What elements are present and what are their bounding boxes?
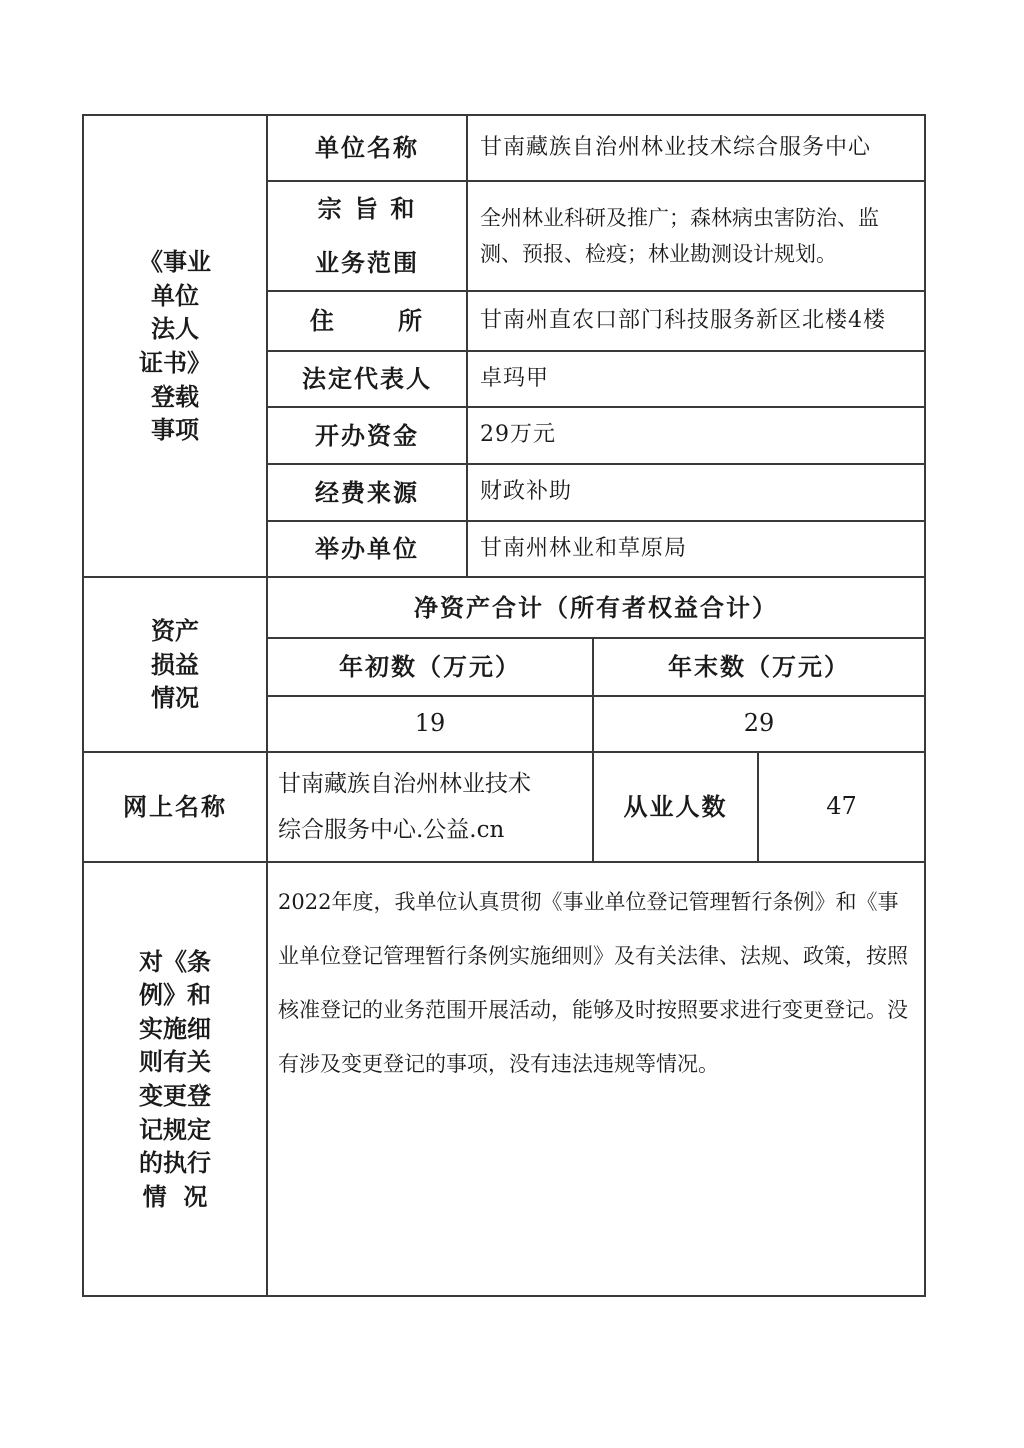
funding-value: 财政补助 (467, 464, 925, 521)
row-execution (83, 862, 925, 1296)
net-assets-header: 净资产合计（所有者权益合计） (267, 577, 925, 638)
purpose-label: 宗 旨 和 业务范围 (267, 181, 467, 291)
row-assets-header (83, 577, 925, 638)
start-of-year-label: 年初数（万元） (267, 638, 593, 696)
assets-section-label: 资产 损益 情况 (83, 577, 267, 752)
funding-label: 经费来源 (267, 464, 467, 521)
staff-count-label: 从业人数 (593, 752, 758, 862)
online-name-value: 甘南藏族自治州林业技术 综合服务中心.公益.cn (267, 752, 593, 862)
annual-report-table (82, 114, 926, 1297)
address-label: 住 所 (267, 291, 467, 351)
legal-rep-label: 法定代表人 (267, 351, 467, 407)
unit-name-value: 甘南藏族自治州林业技术综合服务中心 (467, 115, 925, 181)
start-of-year-value: 19 (267, 696, 593, 752)
legal-rep-value: 卓玛甲 (467, 351, 925, 407)
sponsor-label: 举办单位 (267, 521, 467, 577)
execution-section-label: 对《条 例》和 实施细 则有关 变更登 记规定 的执行 情 况 (83, 862, 267, 1296)
capital-value: 29万元 (467, 407, 925, 464)
row-online-name (83, 752, 925, 862)
sponsor-value: 甘南州林业和草原局 (467, 521, 925, 577)
row-unit-name (83, 115, 925, 181)
address-value: 甘南州直农口部门科技服务新区北楼4楼 (467, 291, 925, 351)
capital-label: 开办资金 (267, 407, 467, 464)
end-of-year-value: 29 (593, 696, 925, 752)
execution-text: 2022年度，我单位认真贯彻《事业单位登记管理暂行条例》和《事业单位登记管理暂行条例实施细则》及有关法律、法规、政策，按照核准登记的业务范围开展活动，能够及时按照要求进行变更登记。没有涉及变更登记的事项，没有违法违规等情况。 (267, 862, 925, 1296)
unit-name-label: 单位名称 (267, 115, 467, 181)
purpose-value: 全州林业科研及推广；森林病虫害防治、监测、预报、检疫；林业勘测设计规划。 (467, 181, 925, 291)
end-of-year-label: 年末数（万元） (593, 638, 925, 696)
online-name-label: 网上名称 (83, 752, 267, 862)
staff-count-value: 47 (758, 752, 925, 862)
registration-section-label: 《事业 单位 法人 证书》 登载 事项 (83, 115, 267, 577)
